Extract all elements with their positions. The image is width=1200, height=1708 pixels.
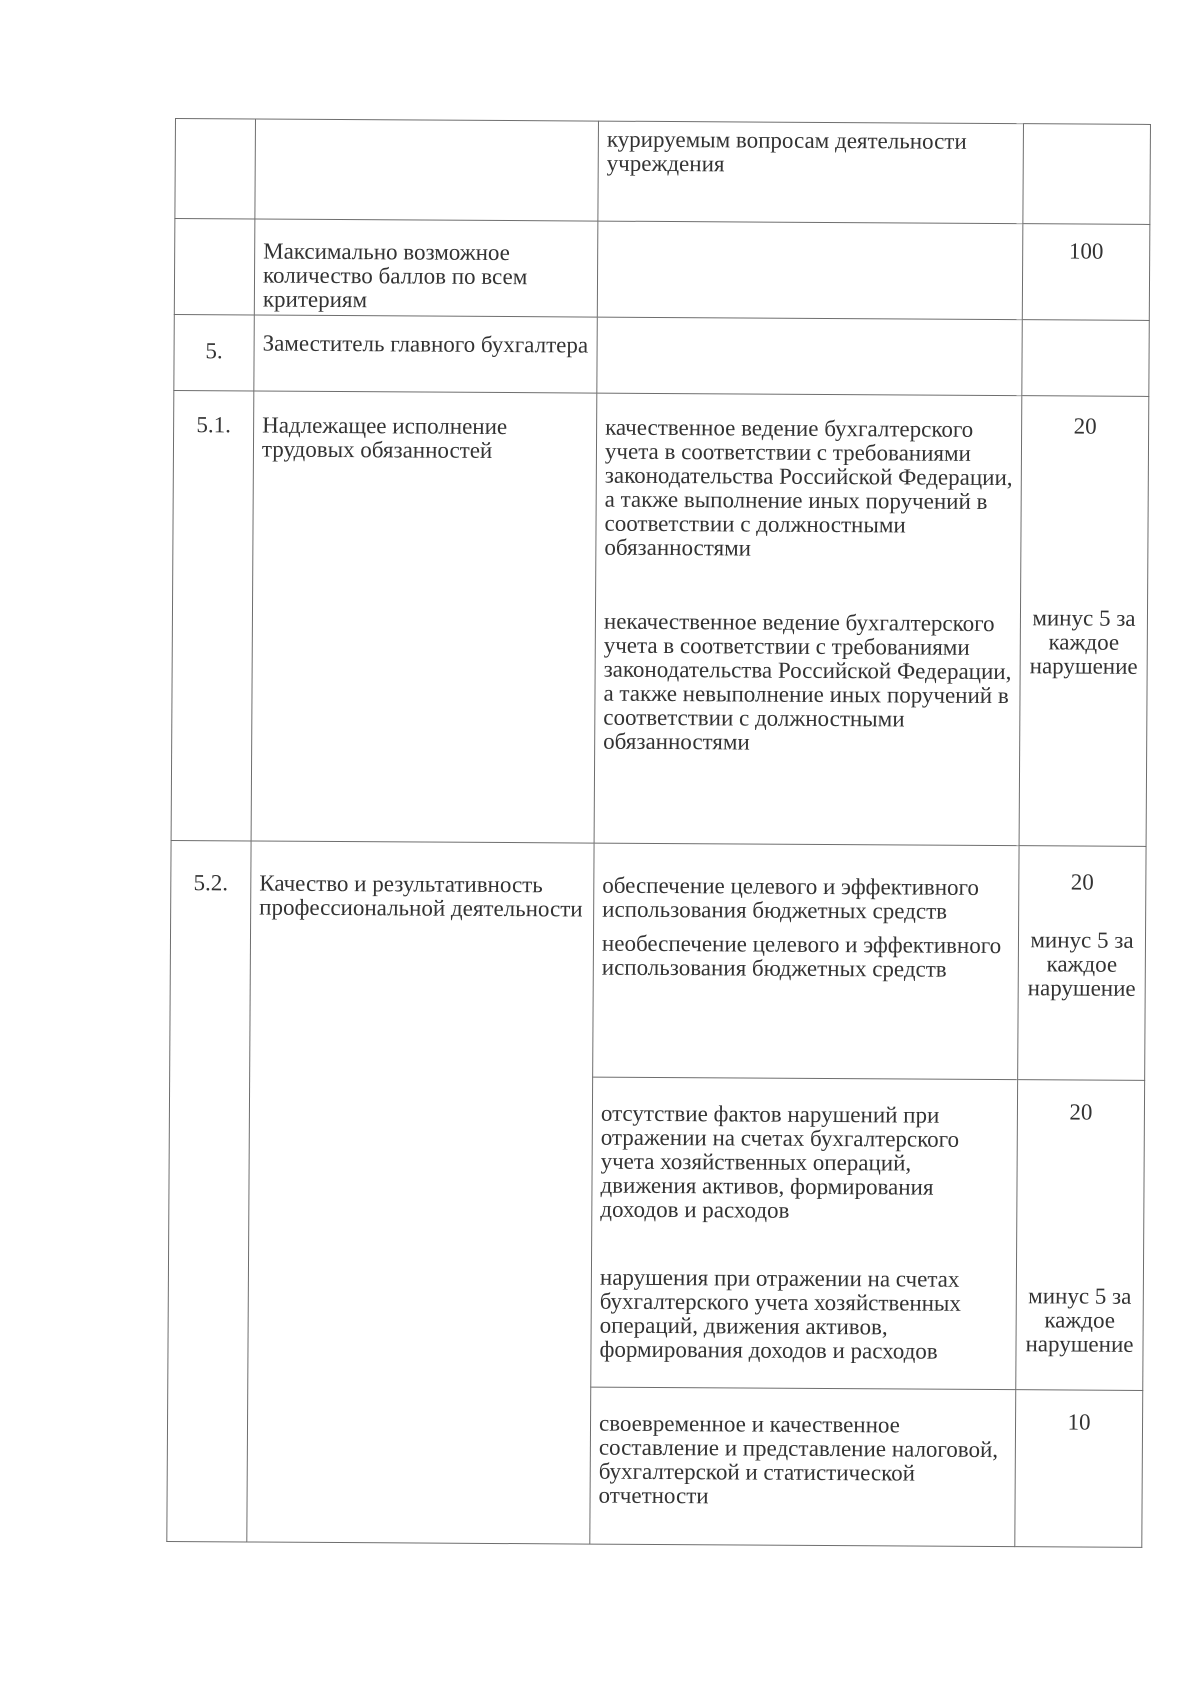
- criterion-text: [256, 119, 598, 121]
- criterion-cell: [254, 315, 597, 393]
- points-cell: [1022, 320, 1149, 397]
- criterion-text: Заместитель главного бухгалтера: [262, 330, 589, 358]
- indicator-text: обеспечение целевого и эффективного использования бюджетных средств: [602, 872, 980, 924]
- indicator-cell: [591, 1077, 1018, 1390]
- row-number: 5.2.: [193, 870, 229, 896]
- indicator-text: курируемым вопросам деятельности учреждения: [606, 126, 967, 177]
- criterion-text: Качество и результативность профессиональной деятельности: [259, 870, 583, 922]
- indicator-cell: [590, 1387, 1016, 1547]
- table-row: [170, 840, 1146, 1080]
- indicator-text: нарушения при отражении на счетах бухгалтерского учета хозяйственных операций, движения активов, формирования доходов и расходов: [599, 1264, 962, 1364]
- table-row: [174, 219, 1150, 321]
- points-text: минус 5 за каждое нарушение: [1025, 1283, 1134, 1357]
- table-row: [175, 119, 1151, 225]
- points-cell: [1018, 846, 1146, 1081]
- row-number-cell: [174, 219, 255, 315]
- points-text: минус 5 за каждое нарушение: [1029, 605, 1138, 679]
- row-number: 5.1.: [196, 412, 231, 438]
- points-text: 10: [1067, 1409, 1091, 1435]
- indicator-text: своевременное и качественное составление и представление налоговой, бухгалтерской и статистической отчетности: [598, 1410, 999, 1509]
- indicator-text: некачественное ведение бухгалтерского учета в соответствии с требованиями законодательства Российской Федерации, а также невыполнение иных поручений в соответствии с должностными обязанностями: [603, 608, 1012, 755]
- row-number-cell: [167, 840, 251, 1541]
- row-number-cell: [175, 119, 256, 219]
- criteria-table: [166, 118, 1151, 1548]
- row-number: 5.: [205, 338, 223, 364]
- row-number-cell: [174, 314, 254, 390]
- criterion-cell: [247, 841, 594, 1544]
- points-cell: [1016, 1080, 1145, 1391]
- points-text: 20: [1069, 1099, 1093, 1125]
- indicator-cell: [594, 393, 1022, 846]
- points-cell: [1023, 124, 1151, 225]
- table-row: [171, 390, 1149, 846]
- indicator-text: качественное ведение бухгалтерского учета в соответствии с требованиями законодательства Российской Федерации, а также выполнение иных поручений в соответствии с должностными обязанностями: [604, 414, 1013, 561]
- points-text: 20: [1073, 413, 1097, 439]
- row-number-cell: [171, 390, 254, 840]
- points-text: 20: [1070, 869, 1094, 895]
- indicator-cell: [593, 843, 1019, 1080]
- criterion-text: Надлежащее исполнение трудовых обязанностей: [261, 412, 508, 463]
- criterion-cell: [254, 219, 598, 317]
- indicator-cell: [598, 121, 1024, 224]
- criterion-text: Максимально возможное количество баллов по всем критериям: [262, 238, 528, 313]
- criterion-cell: [251, 391, 597, 843]
- indicator-text: отсутствие фактов нарушений при отражении на счетах бухгалтерского учета хозяйственных операций, движения активов, формирования доходов и расходов: [600, 1100, 960, 1223]
- points-cell: [1019, 396, 1149, 847]
- indicator-cell: [597, 317, 1022, 396]
- points-cell: [1015, 1390, 1143, 1548]
- points-cell: [1022, 224, 1150, 321]
- points-text: [1023, 320, 1149, 321]
- criterion-cell: [255, 119, 599, 221]
- points-text: минус 5 за каждое нарушение: [1027, 927, 1136, 1001]
- indicator-text: необеспечение целевого и эффективного использования бюджетных средств: [601, 930, 1002, 982]
- points-text: [1024, 124, 1150, 125]
- indicator-cell: [597, 221, 1023, 320]
- table-row: [174, 314, 1149, 396]
- points-text: 100: [1068, 238, 1104, 264]
